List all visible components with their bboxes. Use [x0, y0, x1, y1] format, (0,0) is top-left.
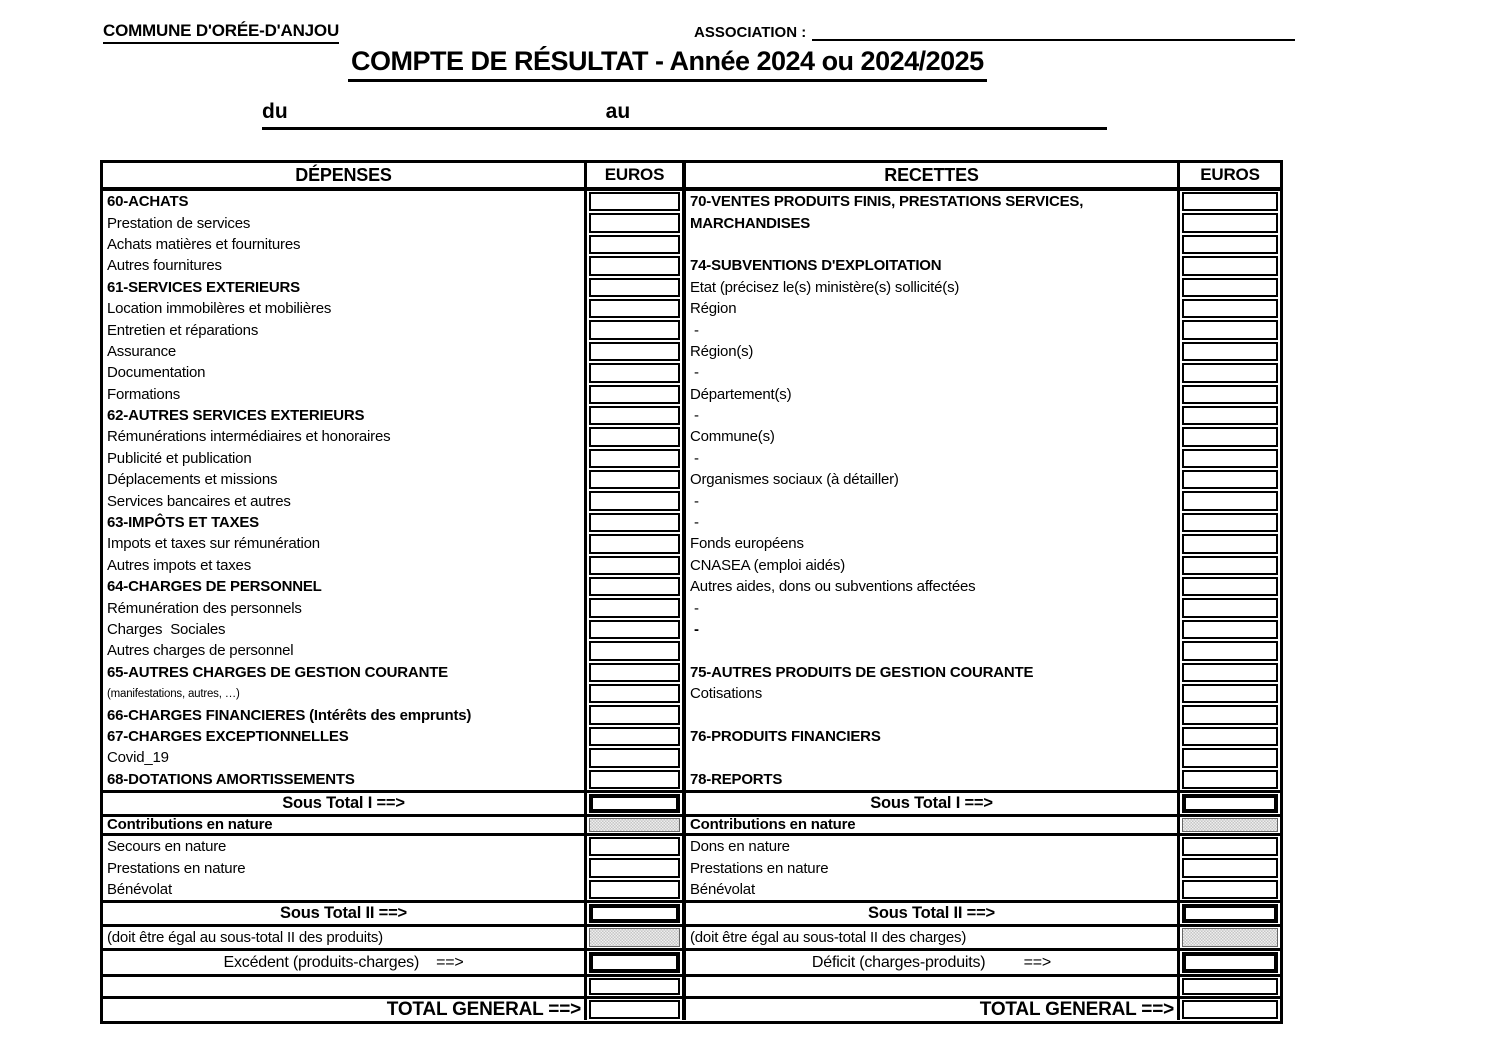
income-row-label: Dons en nature: [686, 836, 1180, 858]
income-amount-input[interactable]: [1182, 684, 1278, 703]
income-row-label: CNASEA (emploi aidés): [686, 555, 1180, 576]
expense-amount-input[interactable]: [589, 406, 680, 425]
income-row-label: Etat (précisez le(s) ministère(s) sollicité(s): [686, 277, 1180, 298]
income-amount-input[interactable]: [1182, 663, 1278, 682]
income-row-label: [686, 704, 1180, 725]
recettes-column-header: RECETTES: [686, 163, 1180, 191]
expense-row-label: Autres fournitures: [103, 255, 587, 276]
expense-row-label: (doit être égal au sous-total II des produits): [103, 924, 587, 948]
expense-amount-input[interactable]: [589, 858, 680, 878]
expense-row-label: Contributions en nature: [103, 814, 587, 836]
expense-row-label: Covid_19: [103, 747, 587, 768]
income-amount-input[interactable]: [1182, 748, 1278, 767]
income-amount-input[interactable]: [1182, 320, 1278, 339]
income-amount-cell: [1180, 277, 1280, 298]
expense-amount-input[interactable]: [589, 449, 680, 468]
association-line: [694, 23, 1295, 41]
expense-amount-cell: [587, 747, 686, 768]
income-row-label: 78-REPORTS: [686, 769, 1180, 790]
income-row-label: Région(s): [686, 341, 1180, 362]
expense-amount-input[interactable]: [589, 663, 680, 682]
expense-amount-input[interactable]: [589, 705, 680, 724]
income-row-label: -: [686, 319, 1180, 340]
expense-amount-cell: [587, 533, 686, 554]
expense-amount-input[interactable]: [589, 513, 680, 532]
income-row-label: Autres aides, dons ou subventions affectées: [686, 576, 1180, 597]
income-row-label: -: [686, 448, 1180, 469]
income-row-label: -: [686, 490, 1180, 511]
income-row-label: -: [686, 405, 1180, 426]
expense-amount-input[interactable]: [589, 342, 680, 361]
income-amount-input[interactable]: [1182, 363, 1278, 382]
expense-amount-input[interactable]: [589, 491, 680, 510]
income-amount-input[interactable]: [1182, 978, 1278, 995]
expense-amount-input[interactable]: [589, 556, 680, 575]
expense-amount-input[interactable]: [589, 727, 680, 746]
income-statement-table: [100, 160, 1283, 1024]
expense-amount-cell: [587, 640, 686, 661]
income-row-label: 75-AUTRES PRODUITS DE GESTION COURANTE: [686, 662, 1180, 683]
expense-amount-input[interactable]: [589, 880, 680, 900]
expense-row-label: TOTAL GENERAL ==>: [103, 996, 587, 1020]
income-amount-cell: [1180, 924, 1280, 948]
income-amount-input[interactable]: [1182, 491, 1278, 510]
income-amount-cell: [1180, 255, 1280, 276]
income-amount-cell: [1180, 490, 1280, 511]
income-amount-input[interactable]: [1182, 727, 1278, 746]
income-amount-input[interactable]: [1182, 449, 1278, 468]
income-amount-cell: [1180, 555, 1280, 576]
expense-amount-cell: [587, 769, 686, 790]
income-amount-cell: [1180, 362, 1280, 383]
expense-amount-input[interactable]: [589, 904, 680, 923]
expense-amount-input[interactable]: [589, 470, 680, 489]
income-row-label: -: [686, 362, 1180, 383]
expense-row-label: Entretien et réparations: [103, 319, 587, 340]
income-row-label: [686, 974, 1180, 996]
expense-amount-input[interactable]: [589, 363, 680, 382]
expense-amount-cell: [587, 662, 686, 683]
expense-amount-input[interactable]: [589, 278, 680, 297]
income-row-label: [686, 640, 1180, 661]
expense-amount-input[interactable]: [589, 427, 680, 446]
income-amount-input[interactable]: [1182, 427, 1278, 446]
income-amount-input[interactable]: [1182, 235, 1278, 254]
expense-amount-cell: [587, 512, 686, 533]
period-from-label: du: [262, 100, 288, 123]
income-amount-cell: [1180, 974, 1280, 996]
income-row-label: Commune(s): [686, 426, 1180, 447]
expense-amount-cell: [587, 490, 686, 511]
association-label: ASSOCIATION :: [694, 24, 807, 41]
expense-amount-cell: [587, 255, 686, 276]
expense-amount-cell: [587, 924, 686, 948]
expense-amount-cell: [587, 726, 686, 747]
expense-amount-input[interactable]: [589, 952, 680, 973]
date-from-blank[interactable]: [288, 124, 606, 125]
expense-amount-cell: [587, 900, 686, 924]
income-row-label: Département(s): [686, 384, 1180, 405]
expense-row-label: 62-AUTRES SERVICES EXTERIEURS: [103, 405, 587, 426]
expense-amount-cell: [587, 341, 686, 362]
date-to-blank[interactable]: [630, 124, 1107, 125]
expense-row-label: 66-CHARGES FINANCIERES (Intérêts des emprunts): [103, 704, 587, 725]
expense-amount-cell: [587, 448, 686, 469]
income-row-label: Fonds européens: [686, 533, 1180, 554]
income-row-label: 70-VENTES PRODUITS FINIS, PRESTATIONS SERVICES,: [686, 191, 1180, 212]
expense-row-label: 67-CHARGES EXCEPTIONNELLES: [103, 726, 587, 747]
income-amount-cell: [1180, 234, 1280, 255]
income-amount-input[interactable]: [1182, 278, 1278, 297]
income-row-label: Organismes sociaux (à détailler): [686, 469, 1180, 490]
euros-right-column-header: EUROS: [1180, 163, 1280, 191]
income-amount-cell: [1180, 533, 1280, 554]
expense-amount-input[interactable]: [589, 770, 680, 789]
income-amount-cell: [1180, 640, 1280, 661]
expenses-column-header: DÉPENSES: [103, 163, 587, 191]
income-amount-cell: [1180, 426, 1280, 447]
expense-amount-cell: [587, 597, 686, 618]
income-amount-input[interactable]: [1182, 406, 1278, 425]
income-amount-input[interactable]: [1182, 213, 1278, 232]
expense-row-label: Impots et taxes sur rémunération: [103, 533, 587, 554]
income-row-label: Région: [686, 298, 1180, 319]
expense-amount-cell: [587, 191, 686, 212]
expense-amount-input[interactable]: [589, 620, 680, 639]
expense-amount-cell: [587, 362, 686, 383]
income-amount-cell: [1180, 726, 1280, 747]
expense-row-label: Rémunérations intermédiaires et honoraires: [103, 426, 587, 447]
income-amount-input[interactable]: [1182, 577, 1278, 596]
expense-row-label: Bénévolat: [103, 879, 587, 901]
income-row-label: MARCHANDISES: [686, 212, 1180, 233]
income-row-label: Déficit (charges-produits) ==>: [686, 948, 1180, 974]
income-amount-cell: [1180, 836, 1280, 858]
income-amount-cell: [1180, 212, 1280, 233]
income-row-label: Sous Total II ==>: [686, 900, 1180, 924]
expense-row-label: Excédent (produits-charges) ==>: [103, 948, 587, 974]
income-amount-input[interactable]: [1182, 556, 1278, 575]
expense-row-label: 60-ACHATS: [103, 191, 587, 212]
period-to-label: au: [605, 100, 631, 123]
income-amount-input[interactable]: [1182, 858, 1278, 878]
income-amount-input[interactable]: [1182, 256, 1278, 275]
income-row-label: -: [686, 619, 1180, 640]
expense-row-label: Déplacements et missions: [103, 469, 587, 490]
income-amount-input[interactable]: [1182, 299, 1278, 318]
income-amount-cell: [1180, 662, 1280, 683]
expense-amount-cell: [587, 277, 686, 298]
shaded-noneditable-cell: [1182, 818, 1278, 832]
expense-amount-input[interactable]: [589, 534, 680, 553]
income-amount-cell: [1180, 191, 1280, 212]
expense-row-label: Publicité et publication: [103, 448, 587, 469]
income-amount-cell: [1180, 857, 1280, 879]
income-amount-cell: [1180, 996, 1280, 1020]
income-row-label: Cotisations: [686, 683, 1180, 704]
expense-amount-cell: [587, 948, 686, 974]
expense-amount-cell: [587, 298, 686, 319]
expense-row-label: Prestations en nature: [103, 857, 587, 879]
expense-row-label: (manifestations, autres, …): [103, 683, 587, 704]
shaded-noneditable-cell: [1182, 928, 1278, 947]
association-name-blank[interactable]: [812, 23, 1295, 41]
expense-amount-cell: [587, 234, 686, 255]
expense-amount-cell: [587, 319, 686, 340]
expense-row-label: 64-CHARGES DE PERSONNEL: [103, 576, 587, 597]
expense-amount-cell: [587, 426, 686, 447]
income-amount-cell: [1180, 948, 1280, 974]
income-amount-input[interactable]: [1182, 385, 1278, 404]
page-title: COMPTE DE RÉSULTAT - Année 2024 ou 2024/2025: [348, 46, 987, 82]
income-row-label: (doit être égal au sous-total II des charges): [686, 924, 1180, 948]
income-row-label: Prestations en nature: [686, 857, 1180, 879]
expense-amount-cell: [587, 814, 686, 836]
expense-amount-input[interactable]: [589, 213, 680, 232]
income-amount-cell: [1180, 900, 1280, 924]
income-amount-cell: [1180, 341, 1280, 362]
expense-amount-input[interactable]: [589, 385, 680, 404]
euros-left-column-header: EUROS: [587, 163, 686, 191]
income-amount-input[interactable]: [1182, 470, 1278, 489]
income-amount-cell: [1180, 298, 1280, 319]
expense-amount-input[interactable]: [589, 299, 680, 318]
expense-amount-input[interactable]: [589, 684, 680, 703]
income-row-label: -: [686, 512, 1180, 533]
expense-row-label: Secours en nature: [103, 836, 587, 858]
income-amount-input[interactable]: [1182, 513, 1278, 532]
income-amount-input[interactable]: [1182, 192, 1278, 211]
income-amount-cell: [1180, 597, 1280, 618]
income-amount-cell: [1180, 448, 1280, 469]
income-amount-cell: [1180, 879, 1280, 901]
expense-amount-input[interactable]: [589, 598, 680, 617]
income-row-label: 76-PRODUITS FINANCIERS: [686, 726, 1180, 747]
income-row-label: [686, 747, 1180, 768]
income-amount-cell: [1180, 469, 1280, 490]
expense-amount-input[interactable]: [589, 192, 680, 211]
income-amount-cell: [1180, 576, 1280, 597]
expense-row-label: [103, 974, 587, 996]
expense-amount-cell: [587, 836, 686, 858]
income-amount-cell: [1180, 747, 1280, 768]
income-amount-cell: [1180, 814, 1280, 836]
expense-amount-cell: [587, 469, 686, 490]
expense-amount-input[interactable]: [589, 256, 680, 275]
expense-row-label: Autres charges de personnel: [103, 640, 587, 661]
expense-row-label: Prestation de services: [103, 212, 587, 233]
shaded-noneditable-cell: [589, 818, 680, 832]
expense-row-label: Formations: [103, 384, 587, 405]
expense-amount-input[interactable]: [589, 641, 680, 660]
expense-amount-cell: [587, 704, 686, 725]
income-amount-input[interactable]: [1182, 534, 1278, 553]
income-amount-cell: [1180, 683, 1280, 704]
expense-amount-input[interactable]: [589, 235, 680, 254]
expense-amount-cell: [587, 384, 686, 405]
income-amount-input[interactable]: [1182, 904, 1278, 923]
expense-amount-cell: [587, 996, 686, 1020]
income-amount-cell: [1180, 769, 1280, 790]
expense-row-label: Assurance: [103, 341, 587, 362]
income-row-label: -: [686, 597, 1180, 618]
expense-row-label: Sous Total I ==>: [103, 790, 587, 814]
shaded-noneditable-cell: [589, 928, 680, 947]
expense-amount-input[interactable]: [589, 748, 680, 767]
income-row-label: 74-SUBVENTIONS D'EXPLOITATION: [686, 255, 1180, 276]
expense-row-label: Sous Total II ==>: [103, 900, 587, 924]
expense-amount-cell: [587, 974, 686, 996]
income-row-label: Bénévolat: [686, 879, 1180, 901]
expense-row-label: Documentation: [103, 362, 587, 383]
income-row-label: [686, 234, 1180, 255]
expense-amount-cell: [587, 555, 686, 576]
income-amount-input[interactable]: [1182, 837, 1278, 857]
expense-amount-input[interactable]: [589, 837, 680, 857]
expense-amount-cell: [587, 619, 686, 640]
expense-amount-input[interactable]: [589, 577, 680, 596]
income-row-label: Contributions en nature: [686, 814, 1180, 836]
income-amount-cell: [1180, 405, 1280, 426]
commune-title: COMMUNE D'ORÉE-D'ANJOU: [103, 21, 339, 44]
income-amount-input[interactable]: [1182, 705, 1278, 724]
income-amount-input[interactable]: [1182, 770, 1278, 789]
expense-amount-cell: [587, 576, 686, 597]
income-amount-cell: [1180, 619, 1280, 640]
expense-amount-cell: [587, 405, 686, 426]
period-line: [262, 99, 1107, 130]
income-amount-input[interactable]: [1182, 880, 1278, 900]
expense-amount-cell: [587, 879, 686, 901]
income-amount-input[interactable]: [1182, 598, 1278, 617]
expense-amount-cell: [587, 790, 686, 814]
expense-row-label: Autres impots et taxes: [103, 555, 587, 576]
income-amount-cell: [1180, 512, 1280, 533]
income-amount-cell: [1180, 704, 1280, 725]
income-amount-cell: [1180, 790, 1280, 814]
income-row-label: TOTAL GENERAL ==>: [686, 996, 1180, 1020]
expense-row-label: Location immobilères et mobilières: [103, 298, 587, 319]
expense-amount-input[interactable]: [589, 1000, 680, 1019]
expense-row-label: 68-DOTATIONS AMORTISSEMENTS: [103, 769, 587, 790]
income-amount-input[interactable]: [1182, 952, 1278, 973]
expense-row-label: Rémunération des personnels: [103, 597, 587, 618]
income-amount-cell: [1180, 319, 1280, 340]
expense-amount-cell: [587, 212, 686, 233]
expense-row-label: Charges Sociales: [103, 619, 587, 640]
expense-row-label: Services bancaires et autres: [103, 490, 587, 511]
expense-amount-input[interactable]: [589, 978, 680, 995]
expense-row-label: 63-IMPÔTS ET TAXES: [103, 512, 587, 533]
income-row-label: Sous Total I ==>: [686, 790, 1180, 814]
income-amount-cell: [1180, 384, 1280, 405]
expense-row-label: 65-AUTRES CHARGES DE GESTION COURANTE: [103, 662, 587, 683]
expense-row-label: 61-SERVICES EXTERIEURS: [103, 277, 587, 298]
income-amount-input[interactable]: [1182, 1000, 1278, 1019]
income-amount-input[interactable]: [1182, 342, 1278, 361]
income-amount-input[interactable]: [1182, 641, 1278, 660]
expense-amount-input[interactable]: [589, 320, 680, 339]
expense-amount-cell: [587, 857, 686, 879]
income-amount-input[interactable]: [1182, 620, 1278, 639]
expense-row-label: Achats matières et fournitures: [103, 234, 587, 255]
expense-amount-cell: [587, 683, 686, 704]
income-amount-input[interactable]: [1182, 794, 1278, 813]
expense-amount-input[interactable]: [589, 794, 680, 813]
